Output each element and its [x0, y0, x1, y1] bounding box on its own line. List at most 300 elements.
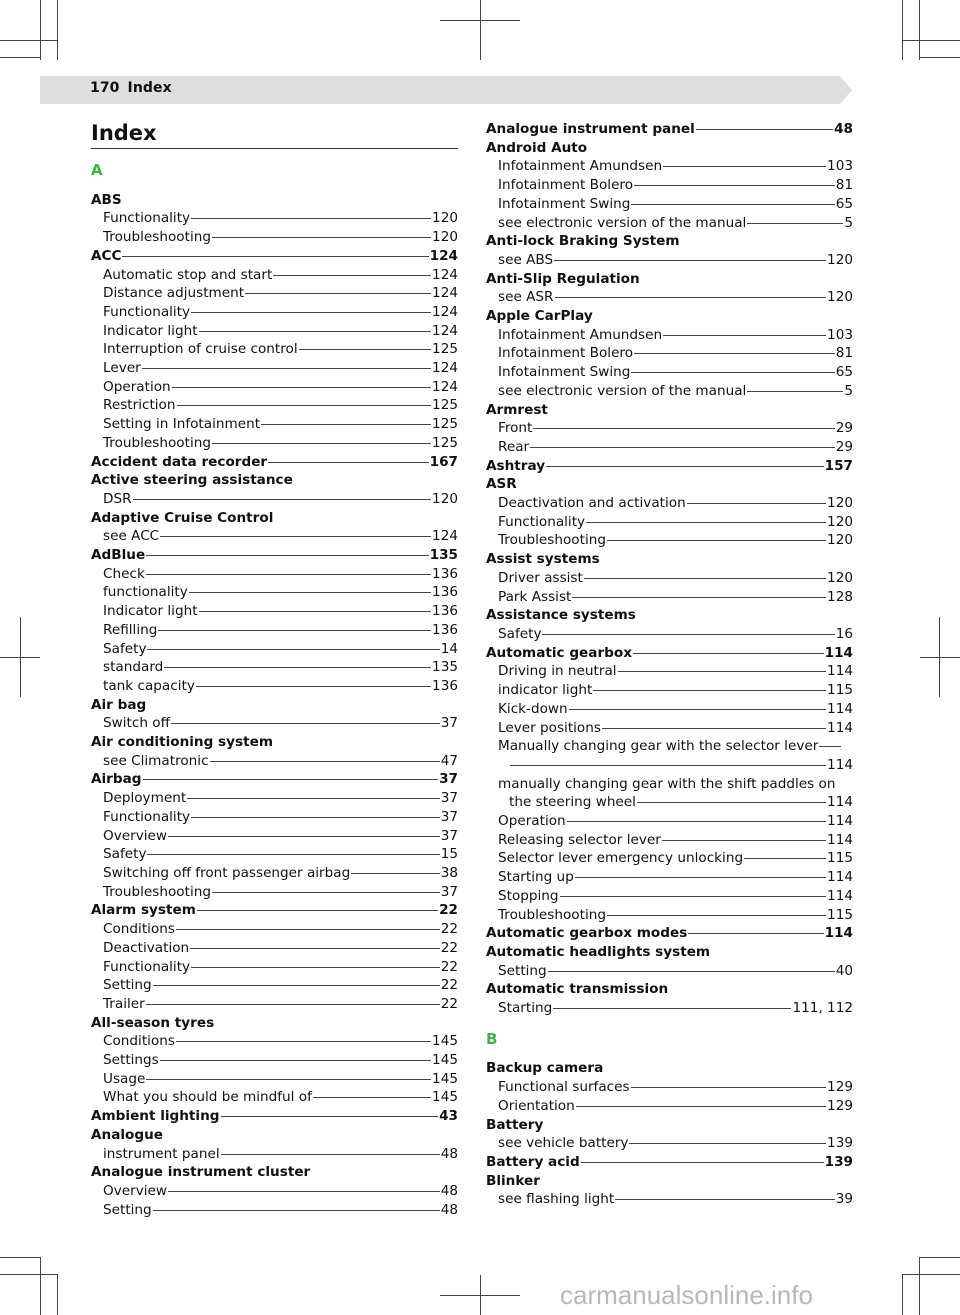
page-reference[interactable]: 114 — [827, 756, 853, 773]
page-reference[interactable]: 124 — [432, 285, 458, 302]
index-entry-line — [498, 588, 853, 607]
crop-mark — [57, 1275, 58, 1315]
leader-line — [607, 915, 826, 916]
page-reference[interactable]: 124 — [432, 378, 458, 395]
entry-label: functionality — [103, 584, 188, 601]
leader-line — [631, 204, 834, 205]
leader-line — [530, 447, 835, 448]
index-term — [486, 550, 853, 569]
crop-mark — [0, 1274, 58, 1275]
crop-mark — [0, 657, 40, 658]
entry-label: Safety — [103, 640, 147, 657]
page-reference[interactable]: 15 — [440, 846, 458, 863]
entry-label: Active steering assistance — [91, 472, 293, 489]
index-subentry — [486, 700, 853, 719]
index-entry-line — [498, 719, 853, 738]
entry-label: see ASR — [498, 289, 554, 306]
entry-label: Setting — [498, 962, 547, 979]
entry-label: Setting — [103, 1201, 152, 1218]
entry-label: Settings — [103, 1052, 159, 1069]
index-entry-line — [498, 700, 853, 719]
page-reference[interactable]: 111, 112 — [792, 1000, 853, 1017]
index-subentry — [91, 396, 458, 415]
page-reference[interactable]: 29 — [835, 438, 853, 455]
leader-line — [581, 1162, 824, 1163]
page-reference[interactable]: 5 — [844, 382, 853, 399]
index-entry-line — [103, 284, 458, 303]
page-reference[interactable]: 145 — [432, 1033, 458, 1050]
index-term — [486, 980, 853, 999]
index-subentry — [486, 176, 853, 195]
index-entry-line — [498, 1134, 853, 1153]
entry-label: Backup camera — [486, 1060, 604, 1077]
entry-label: Infotainment Swing — [498, 364, 631, 381]
page-reference[interactable]: 22 — [440, 977, 458, 994]
leader-line — [629, 1143, 826, 1144]
leader-line — [747, 223, 843, 224]
index-entry-line — [103, 621, 458, 640]
leader-line — [586, 522, 826, 523]
page-reference[interactable]: 120 — [827, 251, 853, 268]
page-reference[interactable]: 124 — [432, 322, 458, 339]
page-reference[interactable]: 22 — [440, 921, 458, 938]
index-subentry — [91, 995, 458, 1014]
leader-line — [210, 761, 440, 762]
entry-label: Overview — [103, 1182, 167, 1199]
crop-mark — [0, 1257, 40, 1258]
entry-label: Troubleshooting — [103, 229, 211, 246]
entry-label: DSR — [103, 490, 132, 507]
index-entry-line — [103, 1201, 458, 1220]
page-reference[interactable]: 120 — [827, 513, 853, 530]
index-entry-line — [498, 344, 853, 363]
page-reference[interactable]: 39 — [835, 1191, 853, 1208]
entry-label: Deactivation and activation — [498, 495, 686, 512]
leader-line — [176, 929, 440, 930]
leader-line — [569, 709, 826, 710]
page-reference[interactable]: 136 — [432, 584, 458, 601]
entry-label: Automatic headlights system — [486, 943, 711, 960]
page-reference[interactable]: 167 — [429, 453, 458, 470]
index-subentry — [91, 789, 458, 808]
index-entry-line — [103, 1145, 458, 1164]
leader-line — [164, 667, 431, 668]
crop-mark — [0, 57, 40, 58]
index-term — [91, 247, 458, 266]
index-subentry — [91, 602, 458, 621]
page-reference[interactable]: 103 — [827, 158, 853, 175]
page-reference[interactable]: 115 — [827, 682, 853, 699]
page-reference[interactable]: 114 — [827, 719, 853, 736]
index-entry-line — [498, 251, 853, 270]
page-reference[interactable]: 114 — [827, 831, 853, 848]
index-entry-line — [103, 939, 458, 958]
leader-line — [176, 1041, 431, 1042]
index-entry-line — [103, 1088, 458, 1107]
page-reference[interactable]: 65 — [835, 195, 853, 212]
page-reference[interactable]: 124 — [432, 528, 458, 545]
leader-line — [158, 630, 431, 631]
index-subentry — [486, 681, 853, 700]
index-subentry — [91, 340, 458, 359]
page-reference[interactable]: 125 — [432, 434, 458, 451]
index-subentry — [91, 583, 458, 602]
page-reference[interactable]: 22 — [440, 958, 458, 975]
page-reference[interactable]: 115 — [827, 906, 853, 923]
page-reference[interactable]: 124 — [429, 247, 458, 264]
index-entry-line — [486, 120, 853, 139]
page-reference[interactable]: 120 — [432, 490, 458, 507]
page-reference[interactable]: 22 — [440, 939, 458, 956]
index-entry-line — [498, 831, 853, 850]
page-reference[interactable]: 114 — [827, 869, 853, 886]
index-subentry — [91, 640, 458, 659]
entry-label: Setting — [103, 977, 152, 994]
page-reference[interactable]: 16 — [835, 625, 853, 642]
index-entry-line — [498, 812, 853, 831]
leader-line — [273, 275, 431, 276]
page-reference[interactable]: 136 — [432, 677, 458, 694]
page-reference[interactable]: 37 — [440, 827, 458, 844]
leader-line — [567, 821, 826, 822]
index-subentry — [486, 569, 853, 588]
page-reference[interactable]: 120 — [432, 210, 458, 227]
leader-line — [147, 649, 439, 650]
page-reference[interactable]: 128 — [827, 588, 853, 605]
page-reference[interactable]: 48 — [834, 121, 853, 137]
index-entry-line — [91, 546, 458, 565]
index-subentry — [486, 962, 853, 981]
page-reference[interactable]: 114 — [827, 813, 853, 830]
index-subentry — [91, 752, 458, 771]
page-reference[interactable]: 120 — [827, 289, 853, 306]
entry-label: see flashing light — [498, 1191, 615, 1208]
page-reference[interactable]: 157 — [824, 457, 853, 474]
page-reference[interactable]: 22 — [440, 995, 458, 1012]
leader-line — [637, 802, 826, 803]
index-subentry — [91, 658, 458, 677]
leader-line — [191, 817, 440, 818]
leader-line — [299, 349, 431, 350]
entry-label: Check — [103, 565, 145, 582]
index-entry-line — [103, 322, 458, 341]
page-reference[interactable]: 40 — [835, 962, 853, 979]
entry-label: Ambient lighting — [91, 1108, 220, 1125]
index-entry-line — [103, 490, 458, 509]
page-reference[interactable]: 43 — [439, 1108, 458, 1125]
leader-line — [190, 948, 440, 949]
leader-line — [221, 1154, 440, 1155]
index-entry-line — [498, 625, 853, 644]
index-subentry — [91, 1088, 458, 1107]
page-reference[interactable]: 38 — [440, 865, 458, 881]
page-reference[interactable]: 37 — [440, 790, 458, 807]
entry-label: Ashtray — [486, 457, 546, 474]
leader-line — [168, 836, 440, 837]
entry-label-continued: the steering wheel — [509, 794, 636, 811]
leader-line — [199, 331, 432, 332]
page-reference[interactable]: 114 — [824, 925, 853, 942]
index-term — [91, 1107, 458, 1126]
page-reference[interactable]: 135 — [429, 547, 458, 564]
index-subentry — [91, 845, 458, 864]
page-reference[interactable]: 120 — [432, 229, 458, 246]
index-subentry — [91, 209, 458, 228]
entry-label: Stopping — [498, 887, 559, 904]
page-reference[interactable]: 81 — [835, 177, 853, 194]
entry-label: Conditions — [103, 921, 175, 938]
index-subentry — [91, 1051, 458, 1070]
index-subentry — [486, 887, 853, 906]
running-header — [90, 80, 180, 96]
leader-line — [212, 892, 440, 893]
index-entry-line — [498, 849, 853, 868]
leader-line — [593, 690, 826, 691]
page-reference[interactable]: 48 — [440, 1182, 458, 1199]
index-entry-line — [103, 995, 458, 1014]
index-entry-line — [498, 662, 853, 681]
page-reference[interactable]: 114 — [827, 663, 853, 680]
index-term — [91, 733, 458, 752]
page-reference[interactable]: 124 — [432, 266, 458, 283]
entry-label: Blinker — [486, 1172, 540, 1189]
index-subentry — [91, 527, 458, 546]
index-subentry — [91, 883, 458, 902]
index-subentry — [91, 976, 458, 995]
running-header-arrow — [840, 76, 852, 104]
entry-label: Setting in Infotainment — [103, 416, 261, 433]
index-subentry — [91, 677, 458, 696]
index-subentry — [486, 344, 853, 363]
index-subentry — [486, 662, 853, 681]
leader-line — [351, 873, 439, 874]
index-entry-line — [91, 453, 458, 472]
page-reference[interactable]: 135 — [432, 659, 458, 676]
index-entry-line — [91, 247, 458, 266]
page-reference[interactable]: 48 — [440, 1145, 458, 1162]
page-reference[interactable]: 129 — [827, 1079, 853, 1096]
entry-label: see electronic version of the manual — [498, 214, 747, 231]
entry-label: Adaptive Cruise Control — [91, 509, 274, 526]
leader-line — [191, 312, 431, 313]
index-term — [486, 1116, 853, 1135]
entry-label: Troubleshooting — [103, 883, 211, 900]
leader-line — [615, 1199, 834, 1200]
index-entry-line — [103, 789, 458, 808]
index-subentry — [486, 531, 853, 550]
leader-line — [187, 798, 440, 799]
index-entry-line — [103, 920, 458, 939]
index-subentry — [91, 303, 458, 322]
index-entry-line — [498, 176, 853, 195]
leader-line — [160, 1060, 431, 1061]
entry-label: Anti-Slip Regulation — [486, 270, 640, 287]
entry-label: see ABS — [498, 251, 554, 268]
page-reference[interactable]: 81 — [835, 345, 853, 362]
leader-line — [553, 1008, 791, 1009]
page-reference[interactable]: 37 — [439, 771, 458, 788]
page-reference[interactable]: 125 — [432, 416, 458, 433]
entry-label: tank capacity — [103, 677, 195, 694]
page-reference[interactable]: 136 — [432, 621, 458, 638]
index-subentry — [486, 1134, 853, 1153]
leader-line — [168, 1191, 440, 1192]
page-reference[interactable]: 114 — [824, 644, 853, 661]
index-entry-line — [103, 396, 458, 415]
index-entry-line — [103, 845, 458, 864]
entry-label: AdBlue — [91, 547, 146, 564]
index-term — [486, 943, 853, 962]
index-term — [486, 120, 853, 139]
leader-line — [147, 854, 439, 855]
page-reference[interactable]: 124 — [432, 360, 458, 377]
leader-line — [631, 372, 834, 373]
page-reference[interactable]: 22 — [439, 902, 458, 919]
index-entry-line — [103, 1182, 458, 1201]
page-reference[interactable]: 114 — [827, 794, 853, 811]
index-subentry — [486, 719, 853, 738]
leader-line — [199, 611, 432, 612]
page-reference[interactable]: 47 — [440, 752, 458, 769]
index-entry-line — [498, 288, 853, 307]
index-term — [91, 1014, 458, 1033]
entry-label: Troubleshooting — [498, 532, 606, 549]
entry-label: Functionality — [103, 808, 191, 825]
entry-label: Deployment — [103, 790, 187, 807]
leader-line — [191, 218, 431, 219]
index-subentry — [91, 920, 458, 939]
leader-line — [122, 256, 428, 257]
index-term — [91, 1163, 458, 1182]
entry-label: Overview — [103, 827, 167, 844]
page-reference[interactable]: 65 — [835, 364, 853, 381]
index-term — [486, 924, 853, 943]
entry-label: Air bag — [91, 696, 147, 713]
page-reference[interactable]: 125 — [432, 397, 458, 414]
index-entry-line — [103, 883, 458, 902]
index-entry-line — [103, 303, 458, 322]
entry-label: Deactivation — [103, 939, 190, 956]
page-reference[interactable]: 120 — [827, 532, 853, 549]
leader-line — [172, 387, 431, 388]
leader-line — [687, 503, 826, 504]
index-subentry — [91, 565, 458, 584]
leader-line — [560, 896, 826, 897]
index-subentry — [91, 434, 458, 453]
leader-line — [245, 293, 431, 294]
index-subentry — [486, 494, 853, 513]
entry-label: Automatic stop and start — [103, 266, 273, 283]
entry-label: Infotainment Swing — [498, 195, 631, 212]
page-reference[interactable]: 103 — [827, 326, 853, 343]
page-reference[interactable]: 145 — [432, 1070, 458, 1087]
index-term — [486, 139, 853, 158]
entry-label: Starting up — [498, 869, 574, 886]
page-reference[interactable]: 37 — [440, 883, 458, 900]
leader-line — [196, 686, 431, 687]
index-entry-line — [103, 1032, 458, 1051]
page-reference[interactable]: 129 — [827, 1097, 853, 1114]
page-reference[interactable]: 48 — [440, 1201, 458, 1218]
title-rule — [91, 148, 458, 149]
index-subentry — [91, 228, 458, 247]
index-subentry — [91, 1032, 458, 1051]
page-reference[interactable]: 114 — [827, 887, 853, 904]
page-reference[interactable]: 136 — [432, 603, 458, 620]
page-reference[interactable]: 139 — [824, 1153, 853, 1170]
index-subentry — [486, 157, 853, 176]
index-subentry — [91, 827, 458, 846]
leader-line — [747, 391, 843, 392]
entry-label: Releasing selector lever — [498, 831, 661, 848]
page-reference[interactable]: 37 — [440, 715, 458, 732]
page-reference[interactable]: 114 — [827, 700, 853, 717]
index-term — [486, 606, 853, 625]
index-list-right — [486, 120, 853, 1209]
entry-label: Lever — [103, 360, 141, 377]
index-subentry — [91, 939, 458, 958]
crop-mark — [57, 0, 58, 60]
entry-label: Air conditioning system — [91, 734, 273, 751]
leader-line — [197, 910, 438, 911]
entry-label: Park Assist — [498, 588, 572, 605]
index-entry-line — [103, 266, 458, 285]
leader-line — [744, 858, 826, 859]
entry-label: Assistance systems — [486, 607, 636, 624]
page-reference[interactable]: 14 — [440, 640, 458, 657]
index-column-right — [486, 120, 853, 1209]
page-reference[interactable]: 37 — [440, 808, 458, 825]
index-subentry — [486, 1097, 853, 1116]
page-reference[interactable]: 145 — [432, 1052, 458, 1069]
entry-label: Switch off — [103, 715, 170, 732]
index-subentry — [91, 490, 458, 509]
index-subentry — [486, 251, 853, 270]
index-entry-line — [103, 864, 458, 883]
page-reference[interactable]: 29 — [835, 420, 853, 437]
index-subentry — [486, 195, 853, 214]
crop-mark — [40, 1257, 41, 1315]
index-column-left — [91, 120, 458, 1219]
index-subentry — [486, 326, 853, 345]
page-reference[interactable]: 145 — [432, 1089, 458, 1106]
index-subentry — [486, 588, 853, 607]
entry-label: Functionality — [103, 210, 191, 227]
entry-label: Starting — [498, 1000, 553, 1017]
page-reference[interactable]: 120 — [827, 495, 853, 512]
index-term — [91, 901, 458, 920]
leader-line — [142, 368, 431, 369]
index-term — [486, 1059, 853, 1078]
page-reference[interactable]: 5 — [844, 214, 853, 231]
page-reference[interactable]: 120 — [827, 569, 853, 586]
index-entry-line — [103, 752, 458, 771]
entry-label: Refilling — [103, 621, 158, 638]
entry-label: Troubleshooting — [498, 906, 606, 923]
entry-label: Battery acid — [486, 1153, 580, 1170]
page-reference[interactable]: 115 — [827, 850, 853, 867]
page-reference[interactable]: 139 — [827, 1135, 853, 1152]
page-reference[interactable]: 136 — [432, 565, 458, 582]
leader-line — [555, 297, 827, 298]
page-reference[interactable]: 125 — [432, 341, 458, 358]
crop-mark — [440, 20, 520, 21]
leader-line — [634, 353, 835, 354]
index-subentry — [91, 1201, 458, 1220]
index-subentry — [91, 621, 458, 640]
leader-line — [160, 536, 431, 537]
page-reference[interactable]: 124 — [432, 303, 458, 320]
